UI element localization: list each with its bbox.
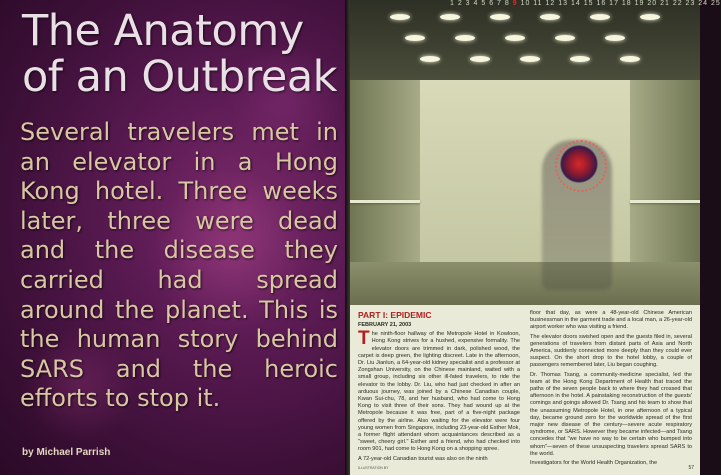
page-number: 57 — [688, 465, 694, 471]
elevator-ceiling — [350, 0, 700, 80]
ceiling-light — [520, 56, 540, 62]
ceiling-light — [590, 14, 610, 20]
article-deck: Several travelers met in an elevator in a Hong Kong hotel. Three weeks later, three were dead and the disease they carried had spread around the planet. This is the human story behind SARS and the heroic efforts to stop it. — [20, 118, 338, 413]
ceiling-light — [405, 35, 425, 41]
ceiling-light — [440, 14, 460, 20]
text-column-1 — [358, 310, 520, 472]
ceiling-light — [505, 35, 525, 41]
part-heading: PART I: EPIDEMIC — [358, 310, 432, 320]
drop-cap: T — [358, 328, 370, 350]
paragraph: Dr. Thomas Tsang, a community-medicine specialist, led the team at the Hong Kong Department of Health that traced the paths of the seven people back to where they had crossed that afternoon in the hotel. A painstaking reconstruction of the guests' comings and goings allowed Dr. Tsang and his team to show that the unassuming Metropole Hotel, in one afternoon of a typical day, became ground zero for the worldwide spread of the first major new disease of the century—severe acute respiratory syndrome, or SARS. However they became infected—and Tsang concedes that "we have no way to be certain who bumped into whom"—seven of these unsuspecting travelers spread SARS to the world. — [530, 371, 692, 457]
paragraph-text: he ninth-floor hallway of the Metropole Hotel in Kowloon, Hong Kong strives for a hushed, expensive formality. The elevator doors are trimmed in dark, polished wood, the carpet is deep green, the lighting discreet. Late in the afternoon, Dr. Liu Jianlun, a 64-year-old kidney specialist and a professor at Zongshan University, on the Chinese mainland, waited with a small group, including six other ill-fated travelers, to ride the elevator to the lobby. Dr. Liu, who had just checked in after an arduous journey, was joined by a Chinese Canadian couple, Kwan Sui-chu, 78, and her husband, who had come to Hong Kong to visit three of their sons. They had wound up at the Metropole because it was free, part of a five-night package offered by the airline. Also waiting for the elevator were four young women from Singapore, including 23-year-old Esther Mok, a former flight attendant whom acquaintances described as a "sweet, cheery girl." Esther and a friend, who had checked into room 901, had come to Hong Kong on a shopping spree. — [358, 331, 520, 453]
ceiling-light — [455, 35, 475, 41]
ceiling-light — [390, 14, 410, 20]
handrail — [630, 200, 700, 203]
ceiling-light — [470, 56, 490, 62]
handrail — [350, 200, 420, 203]
elevator-floor — [350, 262, 700, 305]
paragraph: A 72-year-old Canadian tourist was also on the ninth — [358, 455, 488, 462]
paragraph: Investigators for the World Health Organization, the — [530, 460, 658, 467]
current-floor: 9 — [512, 0, 518, 7]
article-body — [358, 310, 694, 470]
ceiling-light — [490, 14, 510, 20]
ceiling-light — [570, 56, 590, 62]
article-title: The Anatomy of an Outbreak — [22, 6, 338, 102]
ceiling-light — [605, 35, 625, 41]
ceiling-light — [640, 14, 660, 20]
illustration-credit: ILLUSTRATION BY — [358, 465, 389, 470]
ceiling-light — [555, 35, 575, 41]
ceiling-light — [620, 56, 640, 62]
floor-numbers: 1 2 3 4 5 6 7 8 — [450, 0, 510, 7]
left-page — [0, 0, 345, 475]
paragraph: The elevator doors swished open and the guests filed in, several generations of travelers from distant parts of Asia and North America, suddenly connected more deeply than they could ever suspect. On the short drop to the hotel lobby, a couple of passengers remembered later, Liu began coughing. — [530, 333, 692, 369]
part-date: FEBRUARY 21, 2003 — [358, 322, 412, 328]
elevator-illustration — [350, 0, 721, 305]
text-column-2 — [530, 310, 692, 469]
paragraph: floor that day, as were a 48-year-old Chinese American businessman in the garment trade and a local man, a 26-year-old airport worker who was visiting a friend. — [530, 310, 692, 331]
right-page — [350, 0, 721, 475]
ceiling-light — [540, 14, 560, 20]
virus-particle-icon — [560, 145, 598, 183]
ceiling-light — [420, 56, 440, 62]
paragraph — [358, 328, 520, 453]
floor-indicator — [450, 0, 721, 7]
byline: by Michael Parrish — [22, 447, 111, 458]
floor-numbers: 10 11 12 13 14 15 16 17 18 19 20 21 22 23 24 25 — [520, 0, 721, 7]
